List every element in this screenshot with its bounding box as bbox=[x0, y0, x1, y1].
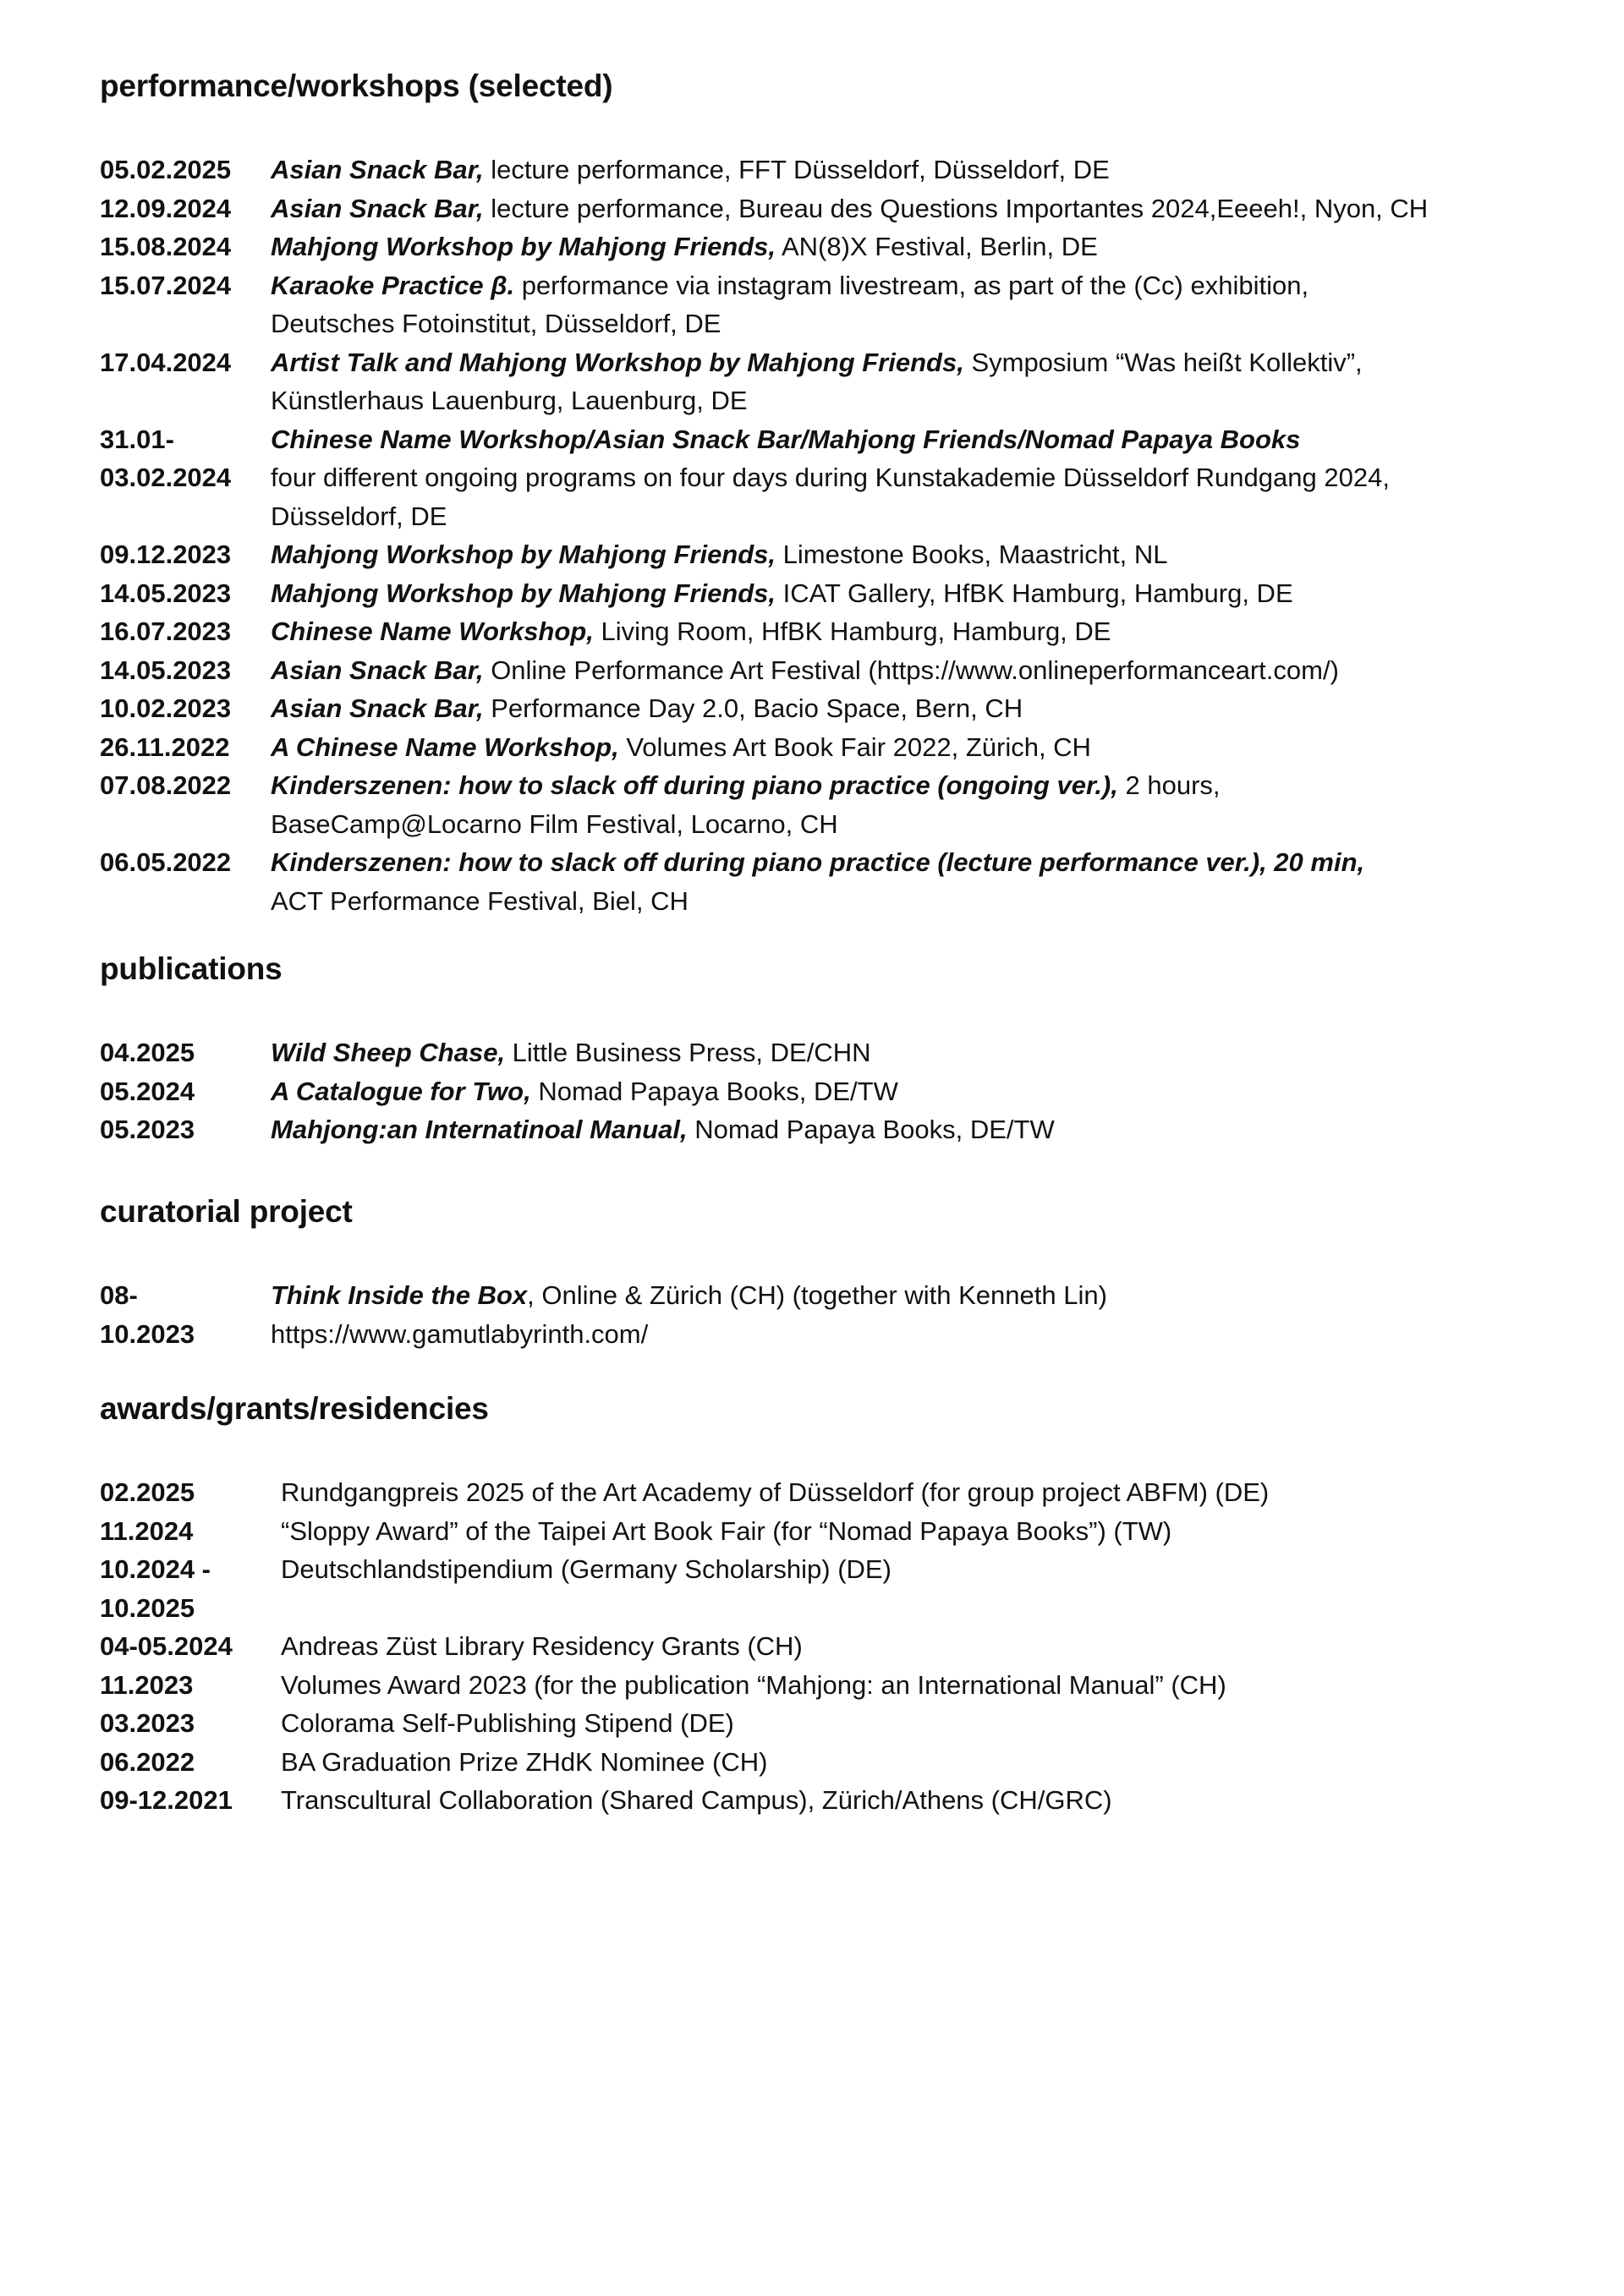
entry-date: 02.2025 bbox=[100, 1477, 195, 1507]
entry-title: A Catalogue for Two, bbox=[271, 1076, 531, 1106]
entry-row bbox=[100, 766, 1538, 843]
entry-description bbox=[271, 1033, 1538, 1072]
entry-line bbox=[271, 381, 1538, 420]
section-title: awards/grants/residencies bbox=[100, 1391, 489, 1426]
entry-description bbox=[271, 343, 1538, 420]
entry-description bbox=[281, 1627, 1538, 1666]
entry-detail: lecture performance, Bureau des Questions Importantes 2024,Eeeeh!, Nyon, CH bbox=[483, 193, 1429, 223]
entry-description bbox=[271, 420, 1538, 536]
entry-detail: Deutsches Fotoinstitut, Düsseldorf, DE bbox=[271, 309, 721, 338]
entry-date: 12.09.2024 bbox=[100, 193, 232, 223]
entry-detail: , Online & Zürich (CH) (together with Kenneth Lin) bbox=[527, 1280, 1107, 1310]
entry-row bbox=[100, 1473, 1538, 1512]
entry-date: 16.07.2023 bbox=[100, 616, 232, 646]
entry-description bbox=[281, 1550, 1538, 1627]
entry-date: 05.2023 bbox=[100, 1115, 195, 1144]
entry-description bbox=[271, 574, 1538, 613]
entry-row bbox=[100, 1550, 1538, 1627]
entry-title: Kinderszenen: how to slack off during piano practice (ongoing ver.), bbox=[271, 770, 1118, 800]
entry-line bbox=[281, 1627, 1538, 1666]
entry-title: Mahjong Workshop by Mahjong Friends, bbox=[271, 578, 776, 608]
entry-description bbox=[281, 1666, 1538, 1705]
entry-detail: https://www.gamutlabyrinth.com/ bbox=[271, 1318, 649, 1349]
entry-line bbox=[271, 497, 1538, 536]
entry-line bbox=[271, 535, 1538, 574]
entry-date: 31.01- 03.02.2024 bbox=[100, 424, 232, 492]
entry-line bbox=[271, 1315, 1538, 1354]
entry-date: 09.12.2023 bbox=[100, 540, 232, 569]
entry-row bbox=[100, 1666, 1538, 1705]
entry-date: 05.02.2025 bbox=[100, 155, 232, 184]
entry-detail: Nomad Papaya Books, DE/TW bbox=[687, 1115, 1055, 1144]
entry-line bbox=[271, 227, 1538, 266]
entry-description bbox=[281, 1704, 1538, 1743]
entry-list bbox=[100, 1033, 1538, 1149]
entry-line bbox=[271, 689, 1538, 728]
entry-line bbox=[271, 612, 1538, 651]
entry-date: 04.2025 bbox=[100, 1038, 195, 1067]
entry-detail: AN(8)X Festival, Berlin, DE bbox=[776, 232, 1098, 261]
section-title: curatorial project bbox=[100, 1194, 353, 1229]
entry-line bbox=[271, 728, 1538, 767]
entry-detail: Volumes Art Book Fair 2022, Zürich, CH bbox=[618, 732, 1091, 762]
entry-detail: Colorama Self-Publishing Stipend (DE) bbox=[281, 1708, 734, 1738]
entry-title: Chinese Name Workshop/Asian Snack Bar/Mahjong Friends/Nomad Papaya Books bbox=[271, 424, 1301, 454]
entry-line bbox=[271, 1110, 1538, 1149]
entry-row bbox=[100, 535, 1538, 574]
entry-line bbox=[271, 1072, 1538, 1111]
entry-description bbox=[271, 227, 1538, 266]
entry-row bbox=[100, 1033, 1538, 1072]
entry-detail: ICAT Gallery, HfBK Hamburg, Hamburg, DE bbox=[776, 578, 1293, 608]
entry-detail: Nomad Papaya Books, DE/TW bbox=[530, 1076, 898, 1106]
entry-detail: four different ongoing programs on four days during Kunstakademie Düsseldorf Rundgang 2024, bbox=[271, 463, 1390, 492]
entry-date: 09-12.2021 bbox=[100, 1785, 233, 1815]
entry-date: 17.04.2024 bbox=[100, 347, 232, 377]
entry-detail: Volumes Award 2023 (for the publication “Mahjong: an International Manual” (CH) bbox=[281, 1669, 1226, 1700]
entry-line bbox=[271, 151, 1538, 189]
entry-line bbox=[271, 266, 1538, 305]
entry-detail: “Sloppy Award” of the Taipei Art Book Fair (for “Nomad Papaya Books”) (TW) bbox=[281, 1515, 1172, 1546]
entry-description bbox=[271, 189, 1538, 228]
entry-detail: Künstlerhaus Lauenburg, Lauenburg, DE bbox=[271, 386, 748, 415]
entry-date: 03.2023 bbox=[100, 1708, 195, 1738]
entry-detail: Little Business Press, DE/CHN bbox=[505, 1038, 871, 1067]
entry-detail: Düsseldorf, DE bbox=[271, 501, 447, 531]
entry-line bbox=[281, 1550, 1538, 1589]
entry-line bbox=[271, 343, 1538, 382]
entry-date: 05.2024 bbox=[100, 1076, 195, 1106]
entry-detail: Transcultural Collaboration (Shared Campus), Zürich/Athens (CH/GRC) bbox=[281, 1785, 1112, 1815]
entry-detail: Symposium “Was heißt Kollektiv”, bbox=[963, 347, 1363, 377]
entry-title: Asian Snack Bar, bbox=[271, 193, 484, 223]
entry-date: 26.11.2022 bbox=[100, 732, 230, 762]
entry-detail: Rundgangpreis 2025 of the Art Academy of Düsseldorf (for group project ABFM) (DE) bbox=[281, 1477, 1270, 1507]
entry-title: Wild Sheep Chase, bbox=[271, 1038, 506, 1067]
entry-title: Mahjong Workshop by Mahjong Friends, bbox=[271, 540, 776, 569]
entry-detail: Andreas Züst Library Residency Grants (CH) bbox=[281, 1631, 803, 1661]
entry-description bbox=[271, 689, 1538, 728]
entry-row bbox=[100, 1110, 1538, 1149]
entry-row bbox=[100, 151, 1538, 189]
entry-line bbox=[271, 304, 1538, 343]
entry-row bbox=[100, 651, 1538, 690]
entry-description bbox=[271, 1276, 1538, 1353]
entry-title: A Chinese Name Workshop, bbox=[271, 732, 619, 762]
entry-title: Think Inside the Box bbox=[271, 1280, 528, 1310]
entry-date: 10.2024 - 10.2025 bbox=[100, 1554, 211, 1623]
entry-title: Mahjong Workshop by Mahjong Friends, bbox=[271, 232, 776, 261]
entry-row bbox=[100, 843, 1538, 920]
section-title: performance/workshops (selected) bbox=[100, 68, 613, 103]
entry-row bbox=[100, 1072, 1538, 1111]
entry-description bbox=[281, 1781, 1538, 1820]
entry-line bbox=[281, 1781, 1538, 1820]
entry-list bbox=[100, 1276, 1538, 1353]
entry-description bbox=[271, 266, 1538, 343]
entry-line bbox=[271, 189, 1538, 228]
entry-row bbox=[100, 266, 1538, 343]
entry-line bbox=[271, 574, 1538, 613]
entry-title: Karaoke Practice β. bbox=[271, 270, 515, 300]
entry-title: Artist Talk and Mahjong Workshop by Mahjong Friends, bbox=[271, 347, 964, 377]
entry-line bbox=[281, 1743, 1538, 1782]
entry-line bbox=[281, 1512, 1538, 1551]
entry-description bbox=[281, 1473, 1538, 1512]
entry-description bbox=[271, 843, 1538, 920]
entry-date: 15.08.2024 bbox=[100, 232, 232, 261]
entry-row bbox=[100, 1743, 1538, 1782]
entry-line bbox=[281, 1666, 1538, 1705]
entry-row bbox=[100, 574, 1538, 613]
entry-description bbox=[281, 1512, 1538, 1551]
entry-line bbox=[271, 1276, 1538, 1315]
entry-description bbox=[271, 151, 1538, 189]
entry-description bbox=[271, 728, 1538, 767]
entry-detail: Living Room, HfBK Hamburg, Hamburg, DE bbox=[593, 616, 1111, 646]
entry-description bbox=[271, 651, 1538, 690]
entry-row bbox=[100, 612, 1538, 651]
entry-row bbox=[100, 343, 1538, 420]
section-title: publications bbox=[100, 951, 283, 986]
entry-row bbox=[100, 1627, 1538, 1666]
entry-row bbox=[100, 1512, 1538, 1551]
entry-description bbox=[271, 1072, 1538, 1111]
entry-date: 07.08.2022 bbox=[100, 770, 232, 800]
entry-row bbox=[100, 1704, 1538, 1743]
entry-detail: Deutschlandstipendium (Germany Scholarship) (DE) bbox=[281, 1554, 892, 1584]
entry-date: 04-05.2024 bbox=[100, 1631, 233, 1661]
entry-date: 15.07.2024 bbox=[100, 270, 232, 300]
entry-date: 10.02.2023 bbox=[100, 693, 232, 723]
entry-date: 14.05.2023 bbox=[100, 578, 232, 608]
entry-detail: 2 hours, bbox=[1117, 770, 1221, 800]
entry-detail: Limestone Books, Maastricht, NL bbox=[776, 540, 1168, 569]
entry-detail: BaseCamp@Locarno Film Festival, Locarno, CH bbox=[271, 808, 838, 839]
entry-line bbox=[271, 805, 1538, 844]
entry-row bbox=[100, 227, 1538, 266]
entry-description bbox=[281, 1743, 1538, 1782]
entry-line bbox=[271, 651, 1538, 690]
entry-title: Kinderszenen: how to slack off during piano practice (lecture performance ver.), 20 min, bbox=[271, 847, 1365, 877]
entry-detail: ACT Performance Festival, Biel, CH bbox=[271, 885, 689, 916]
entry-date: 08- 10.2023 bbox=[100, 1280, 195, 1349]
entry-title: Asian Snack Bar, bbox=[271, 693, 484, 723]
entry-detail: lecture performance, FFT Düsseldorf, Düsseldorf, DE bbox=[483, 155, 1110, 184]
entry-description bbox=[271, 766, 1538, 843]
entry-date: 06.05.2022 bbox=[100, 847, 232, 877]
entry-line bbox=[271, 766, 1538, 805]
entry-line bbox=[281, 1473, 1538, 1512]
entry-list bbox=[100, 151, 1538, 920]
entry-row bbox=[100, 189, 1538, 228]
entry-detail: BA Graduation Prize ZHdK Nominee (CH) bbox=[281, 1746, 768, 1777]
entry-title: Mahjong:an Internatinoal Manual, bbox=[271, 1115, 688, 1144]
entry-date: 14.05.2023 bbox=[100, 655, 232, 685]
entry-detail: Online Performance Art Festival (https://www.onlineperformanceart.com/) bbox=[483, 655, 1339, 685]
entry-row bbox=[100, 1276, 1538, 1353]
entry-line bbox=[271, 882, 1538, 921]
entry-detail: performance via instagram livestream, as part of the (Cc) exhibition, bbox=[514, 270, 1309, 300]
entry-title: Chinese Name Workshop, bbox=[271, 616, 594, 646]
entry-row bbox=[100, 689, 1538, 728]
entry-date: 11.2023 bbox=[100, 1669, 194, 1700]
entry-title: Asian Snack Bar, bbox=[271, 655, 484, 685]
entry-line bbox=[271, 458, 1538, 497]
entry-description bbox=[271, 1110, 1538, 1149]
entry-row bbox=[100, 1781, 1538, 1820]
entry-list bbox=[100, 1473, 1538, 1820]
entry-row bbox=[100, 728, 1538, 767]
entry-title: Asian Snack Bar, bbox=[271, 155, 484, 184]
entry-description bbox=[271, 535, 1538, 574]
entry-line bbox=[281, 1704, 1538, 1743]
entry-row bbox=[100, 420, 1538, 536]
entry-description bbox=[271, 612, 1538, 651]
entry-line bbox=[271, 843, 1538, 882]
entry-line bbox=[271, 1033, 1538, 1072]
entry-date: 06.2022 bbox=[100, 1746, 195, 1777]
entry-date: 11.2024 bbox=[100, 1515, 194, 1546]
entry-line bbox=[271, 420, 1538, 459]
entry-detail: Performance Day 2.0, Bacio Space, Bern, CH bbox=[483, 693, 1023, 723]
